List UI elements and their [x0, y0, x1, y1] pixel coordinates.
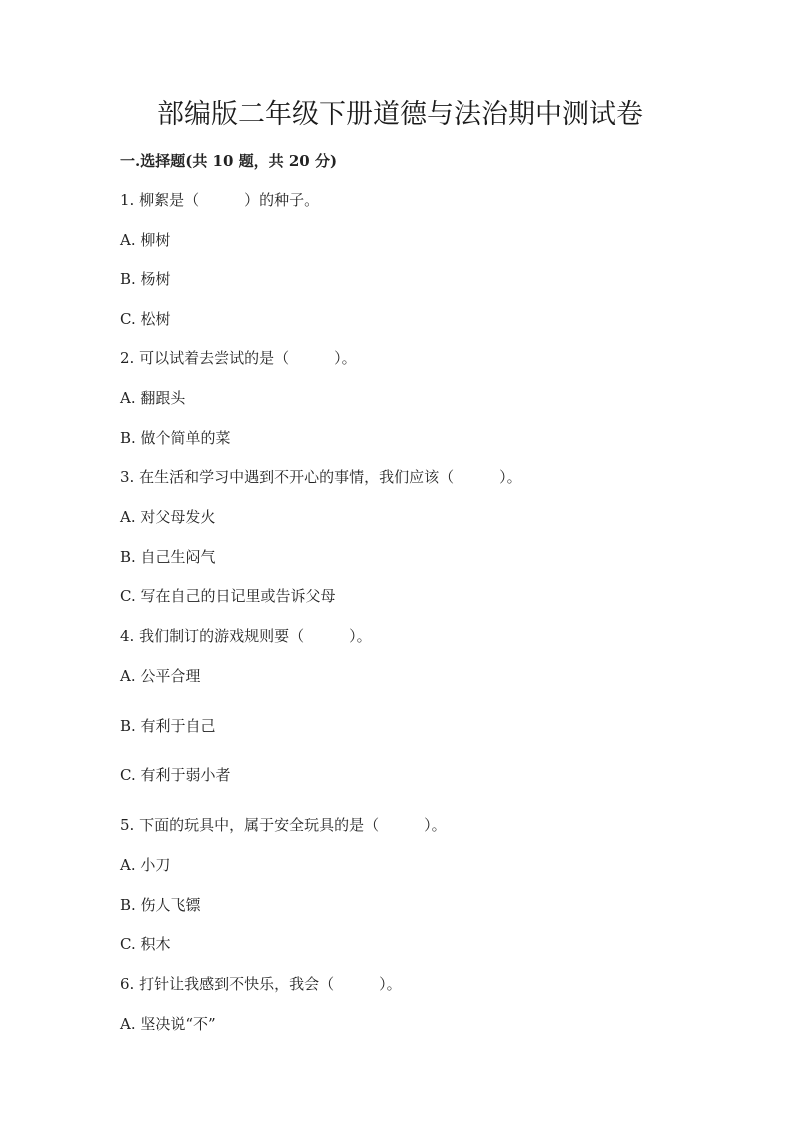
- question-4-option-a: A. 公平合理: [120, 667, 201, 685]
- question-6-stem: 6. 打针让我感到不快乐，我会（ ）。: [120, 975, 402, 993]
- section-heading: 一.选择题(共 10 题，共 20 分): [120, 152, 338, 170]
- question-2-option-b: B. 做个简单的菜: [120, 429, 231, 447]
- question-5-stem: 5. 下面的玩具中，属于安全玩具的是（ ）。: [120, 816, 447, 834]
- question-4-option-c: C. 有利于弱小者: [120, 766, 231, 784]
- question-5-option-a: A. 小刀: [120, 856, 171, 874]
- question-1-option-b: B. 杨树: [120, 270, 171, 288]
- question-3-option-c: C. 写在自己的日记里或告诉父母: [120, 587, 336, 605]
- question-4-option-b: B. 有利于自己: [120, 717, 216, 735]
- question-3-option-a: A. 对父母发火: [120, 508, 216, 526]
- question-1-option-a: A. 柳树: [120, 231, 171, 249]
- question-5-option-b: B. 伤人飞镖: [120, 896, 201, 914]
- question-1-option-c: C. 松树: [120, 310, 171, 328]
- question-3-stem: 3. 在生活和学习中遇到不开心的事情，我们应该（ ）。: [120, 468, 522, 486]
- question-6-option-a: A. 坚决说“不”: [120, 1015, 216, 1033]
- question-2-stem: 2. 可以试着去尝试的是（ ）。: [120, 349, 357, 367]
- page-title: 部编版二年级下册道德与法治期中测试卷: [157, 99, 643, 130]
- question-4-stem: 4. 我们制订的游戏规则要（ ）。: [120, 627, 372, 645]
- question-5-option-c: C. 积木: [120, 935, 171, 953]
- question-2-option-a: A. 翻跟头: [120, 389, 186, 407]
- question-3-option-b: B. 自己生闷气: [120, 548, 216, 566]
- question-1-stem: 1. 柳絮是（ ）的种子。: [120, 191, 320, 209]
